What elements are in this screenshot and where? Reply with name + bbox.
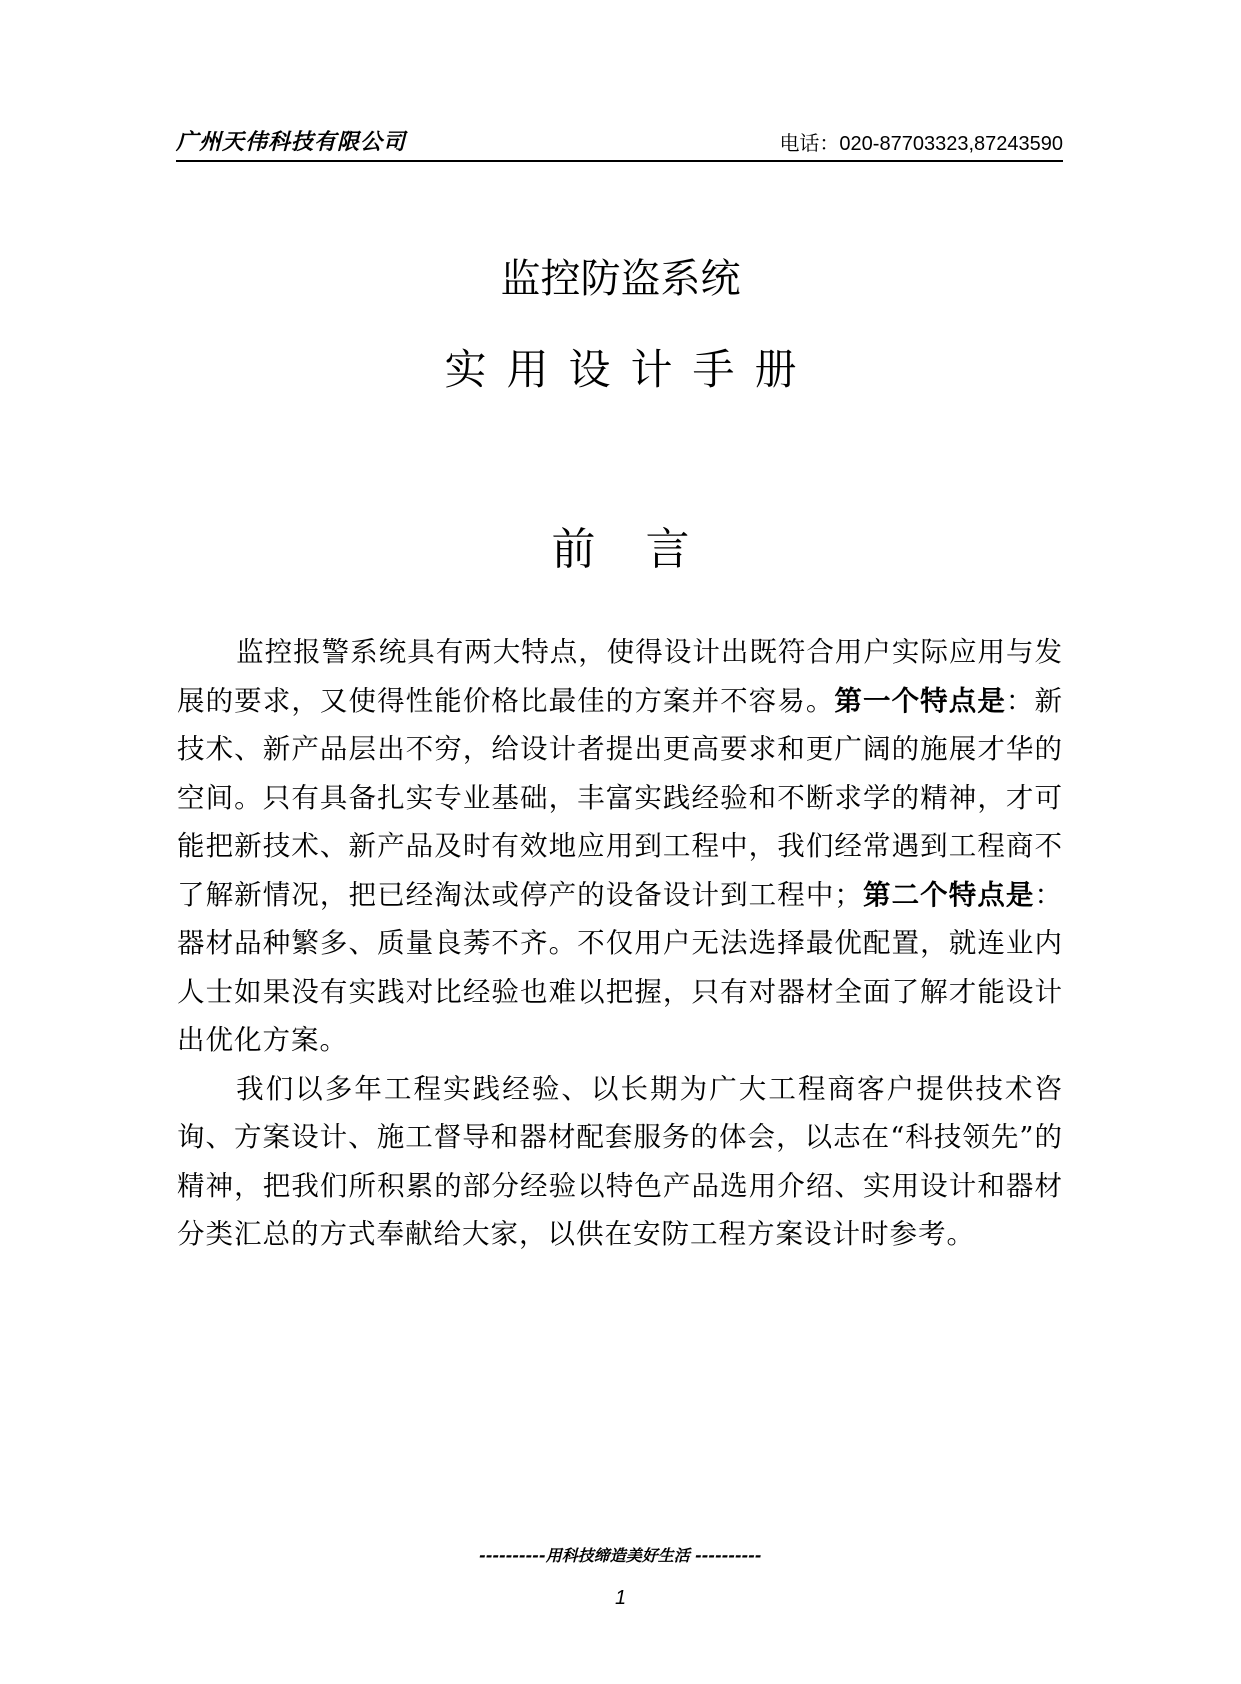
page-number: 1 [614,1587,627,1609]
contact-phone: 电话：020-87703323,87243590 [779,133,1063,155]
page-header [176,130,1063,162]
company-name: 广州天伟科技有限公司 [176,130,407,155]
preface-body [177,628,1063,1259]
first-feature-label: 第一个特点是 [834,684,1006,717]
paragraph-1 [177,628,1063,1065]
document-title: 监控防盗系统 [500,256,741,302]
second-feature-label: 第二个特点是 [862,878,1035,911]
paragraph-1-text-c: ：器材品种繁多、质量良莠不齐。不仅用户无法选择最优配置，就连业内人士如果没有实践对比经验也难以把握，只有对器材全面了解才能设计出优化方案。 [177,878,1064,1056]
footer-slogan: ----------用科技缔造美好生活 ---------- [479,1546,762,1565]
paragraph-2: 我们以多年工程实践经验、以长期为广大工程商客户提供技术咨询、方案设计、施工督导和器材配套服务的体会，以志在“科技领先”的精神，把我们所积累的部分经验以特色产品选用介绍、实用设计和器材分类汇总的方式奉献给大家，以供在安防工程方案设计时参考。 [177,1072,1063,1250]
preface-heading: 前言 [551,524,740,575]
paragraph-1-text-a: 监控报警系统具有两大特点，使得设计出既符合用户实际应用与发展的要求，又使得性能价格比最佳的方案并不容易。 [177,636,1063,717]
document-subtitle: 实用设计手册 [444,345,817,394]
paragraph-1-text-b: ：新技术、新产品层出不穷，给设计者提出更高要求和更广阔的施展才华的空间。只有具备扎实专业基础，丰富实践经验和不断求学的精神，才可能把新技术、新产品及时有效地应用到工程中，我们经常遇到工程商不了解新情况，把已经淘汰或停产的设备设计到工程中； [177,684,1064,911]
